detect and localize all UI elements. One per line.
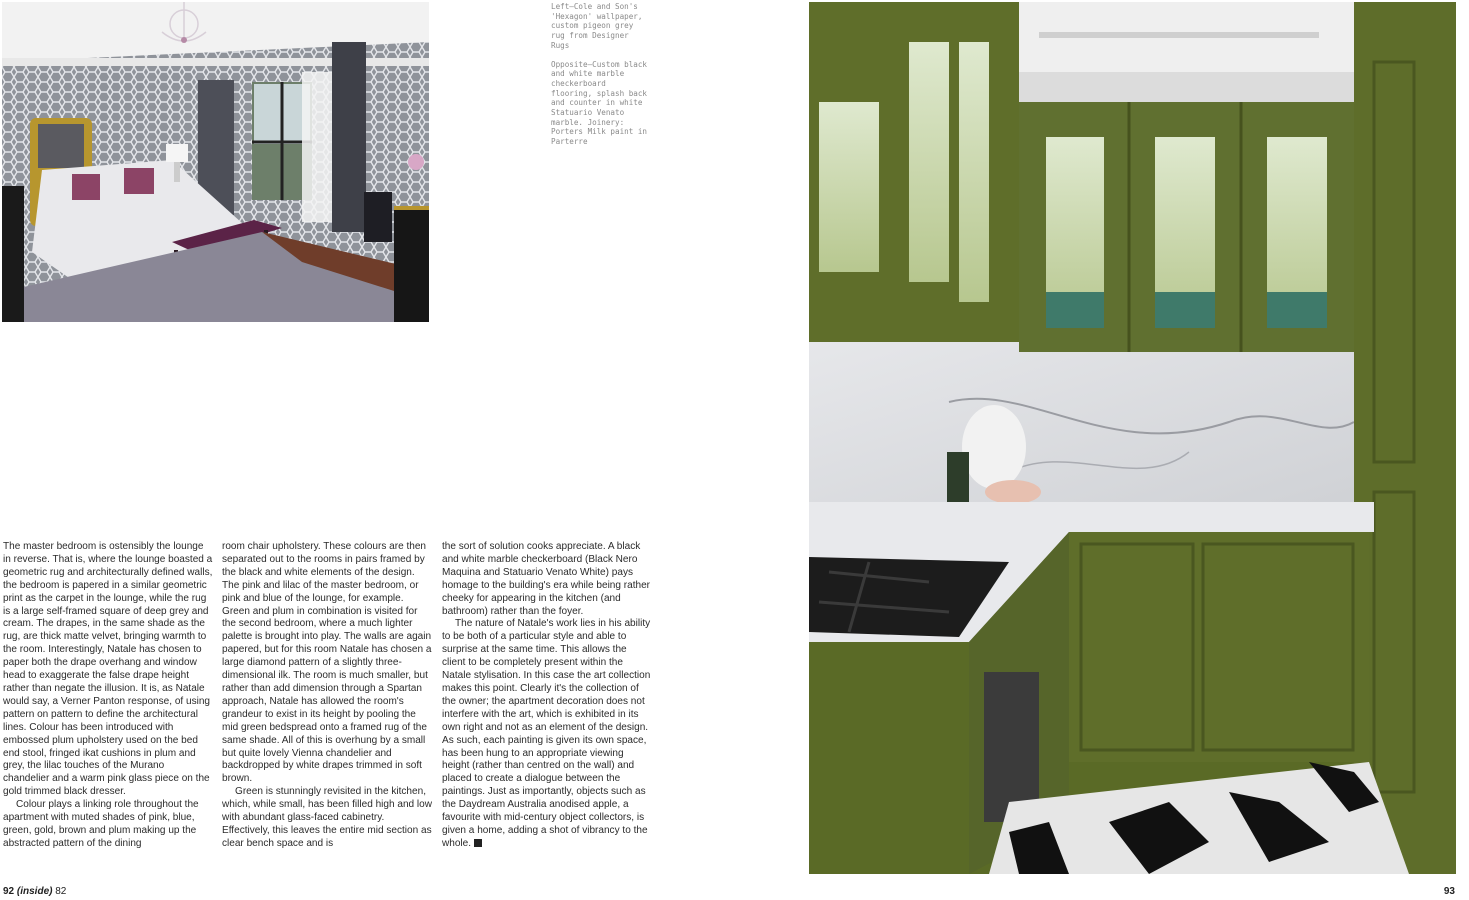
- caption-left: Left—Cole and Son's 'Hexagon' wallpaper, custom pigeon grey rug from Designer Rugs: [551, 2, 643, 50]
- kitchen-photo: [809, 2, 1456, 874]
- caption-opposite: Opposite—Custom black and white marble checkerboard flooring, splash back and counter in white Statuario Venato marble. Joinery: Porters Milk paint in Parterre: [551, 59, 648, 147]
- folio-left: [3, 886, 66, 897]
- page-number: 92: [3, 886, 15, 897]
- paragraph: [442, 618, 652, 850]
- bedroom-photo: [2, 2, 429, 322]
- paragraph: room chair upholstery. These colours are then separated out to the rooms in pairs framed by the black and white elements of the design. The pink and lilac of the master bedroom, or pink and blue of the lounge, for example. Green and plum in combination is visited for the second bedroom, where a much lighter palette is brought into play. The walls are again papered, but for this room Natale has chosen a large diamond pattern of a slightly three-dimensional ilk. The room is much smaller, but rather than add dimension through a Spartan approach, Natale has allowed the room's grandeur to exist in its height by pooling the mid green bedspread onto a framed rug of the same shade. All of this is overhung by a small but quite lovely Vienna chandelier and backdropped by white drapes trimmed in soft brown.: [222, 541, 432, 785]
- magazine-name: (inside): [16, 886, 53, 897]
- end-mark-icon: [i]: [474, 839, 482, 847]
- photo-caption: [551, 2, 651, 156]
- article-column-3: [442, 541, 652, 851]
- paragraph-text: The nature of Natale's work lies in his ability to be both of a particular style and able to surprise at the same time. This allows the client to be completely present within the Natale stylisation. In this case the art collection makes this point. Clearly it's the collection of the owner; the apartment decoration does not interfere with the art, which is exhibited in its own right and not as an element of the design. As such, each painting is given its own space, has been hung to an appropriate viewing height (rather than centred on the wall) and placed to create a dialogue between the paintings. Just as importantly, objects such as the Daydream Australia anodised apple, a favourite with mid-century object collectors, is given a home, adding a shot of vibrancy to the whole.: [442, 618, 651, 849]
- article-column-1: [3, 541, 213, 851]
- article-column-2: [222, 541, 432, 851]
- paragraph: The master bedroom is ostensibly the lounge in reverse. That is, where the lounge boasted a geometric rug and architecturally defined walls, the bedroom is papered in a similar geometric print as the carpet in the lounge, while the rug is a large self-framed square of deep grey and cream. The drapes, in the same shade as the rug, are thick matte velvet, bringing warmth to the room. Interestingly, Natale has chosen to paper both the drape overhang and window head to exaggerate the false drape height rather than negate the illusion. It is, as Natale would say, a Verner Panton response, of using pattern on pattern to define the architectural lines. Colour has been introduced with embossed plum upholstery used on the bed end stool, fringed ikat cushions in plum and grey, the lilac touches of the Murano chandelier and a warm pink glass piece on the gold trimmed black dresser.: [3, 541, 213, 798]
- paragraph: Green is stunningly revisited in the kitchen, which, while small, has been filled high and low with abundant glass-faced cabinetry. Effectively, this leaves the entire mid section as clear bench space and is: [222, 786, 432, 849]
- page-number-right: 93: [1443, 886, 1455, 897]
- issue-number: 82: [55, 886, 67, 897]
- paragraph: the sort of solution cooks appreciate. A black and white marble checkerboard (Black Nero Maquina and Statuario Venato White) pays homage to the building's era while being rather cheeky for appearing in the kitchen (and bathroom) rather than the foyer.: [442, 541, 651, 617]
- paragraph: Colour plays a linking role throughout the apartment with muted shades of pink, blue, green, gold, brown and plum making up the abstracted pattern of the dining: [3, 799, 199, 849]
